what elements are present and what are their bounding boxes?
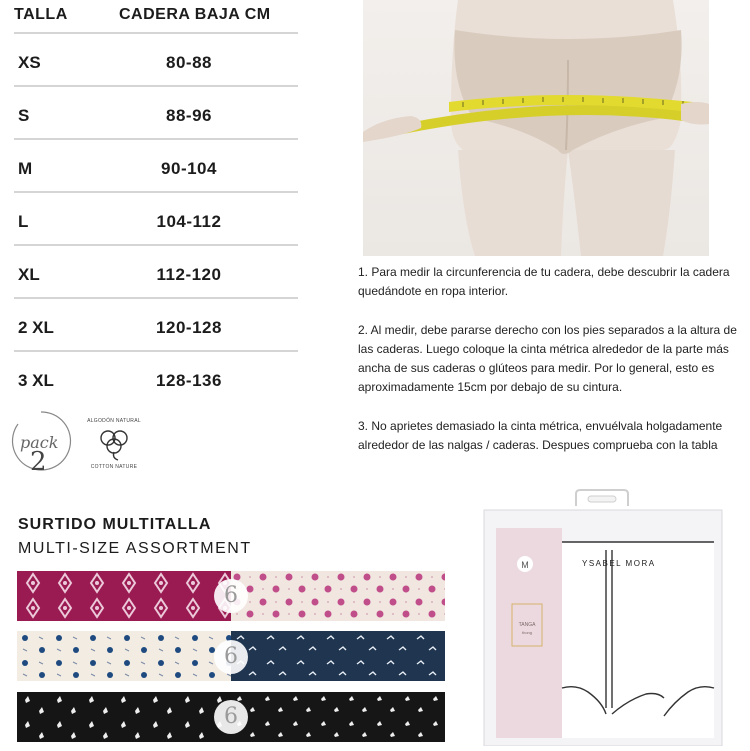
pack-word: pack: [20, 433, 59, 452]
hip-range: 112-120: [156, 265, 222, 284]
table-row: [14, 191, 298, 246]
swatch-magenta-diamond: [17, 571, 231, 621]
product-package: [478, 488, 726, 746]
swatch-cream-blue-dots: [17, 631, 231, 681]
size-label: 2 XL: [18, 318, 54, 337]
package-size-label: M: [521, 560, 529, 570]
table-row: [14, 138, 298, 193]
pack-count-badge: 6: [214, 700, 248, 734]
cotton-top-text: ALGODÓN NATURAL: [87, 418, 141, 424]
size-label: XL: [18, 265, 40, 284]
package-product-sub: thong: [521, 630, 533, 635]
package-brand: YSABEL MORA: [582, 559, 656, 568]
hip-header: CADERA BAJA CM: [119, 6, 271, 23]
assortment-subtitle: MULTI-SIZE ASSORTMENT: [18, 540, 252, 557]
instruction-step-1: 1. Para medir la circunferencia de tu cadera, debe descubrir la cadera quedándote en ropa interior.: [358, 265, 730, 298]
pack-count-badge: 6: [214, 579, 248, 613]
size-label: XS: [18, 53, 41, 72]
swatch-black-flowers-2: [231, 692, 445, 742]
pack-circle-icon: [8, 408, 74, 474]
instruction-step-3: 3. No aprietes demasiado la cinta métrica, envuélvala holgadamente alrededor de las nalgas / caderas. Despues comprueba con la tabla: [358, 419, 723, 452]
hip-range: 90-104: [161, 159, 217, 178]
hip-range: 128-136: [156, 371, 222, 390]
assortment-title: SURTIDO MULTITALLA: [18, 516, 212, 533]
hip-range: 88-96: [166, 106, 212, 125]
table-row: [14, 350, 298, 405]
cotton-bottom-text: COTTON NATURE: [90, 464, 138, 470]
size-header: TALLA: [14, 6, 68, 23]
table-row: [14, 32, 298, 87]
size-label: M: [18, 159, 33, 178]
hip-range: 120-128: [156, 318, 222, 337]
table-row: [14, 297, 298, 352]
cotton-badge: [84, 408, 144, 474]
package-illustration: [478, 488, 726, 746]
hip-range: 80-88: [166, 53, 212, 72]
cotton-flower-icon: [84, 408, 144, 474]
table-row: [14, 85, 298, 140]
pack-count-badge: 6: [214, 640, 248, 674]
swatch-cream-pink-dots: [231, 571, 445, 621]
two-pack-badge: [8, 408, 74, 474]
swatch-navy-birds: [231, 631, 445, 681]
hip-measurement-illustration: [363, 0, 709, 256]
package-product: TANGA: [518, 622, 536, 628]
size-label: S: [18, 106, 30, 125]
hip-range: 104-112: [156, 212, 222, 231]
size-label: L: [18, 212, 29, 231]
table-row: [14, 244, 298, 299]
instruction-step-2: 2. Al medir, debe pararse derecho con los pies separados a la altura de las caderas. Luego coloque la cinta métrica alrededor de la parte más ancha de sus caderas o glúteos para medir. Por lo general, esto es aproximadamente 15cm por debajo de su cintura.: [358, 323, 737, 394]
pack-number: 2: [30, 447, 47, 474]
hip-measurement-photo: [363, 0, 709, 256]
size-label: 3 XL: [18, 371, 54, 390]
swatch-black-flowers-1: [17, 692, 231, 742]
